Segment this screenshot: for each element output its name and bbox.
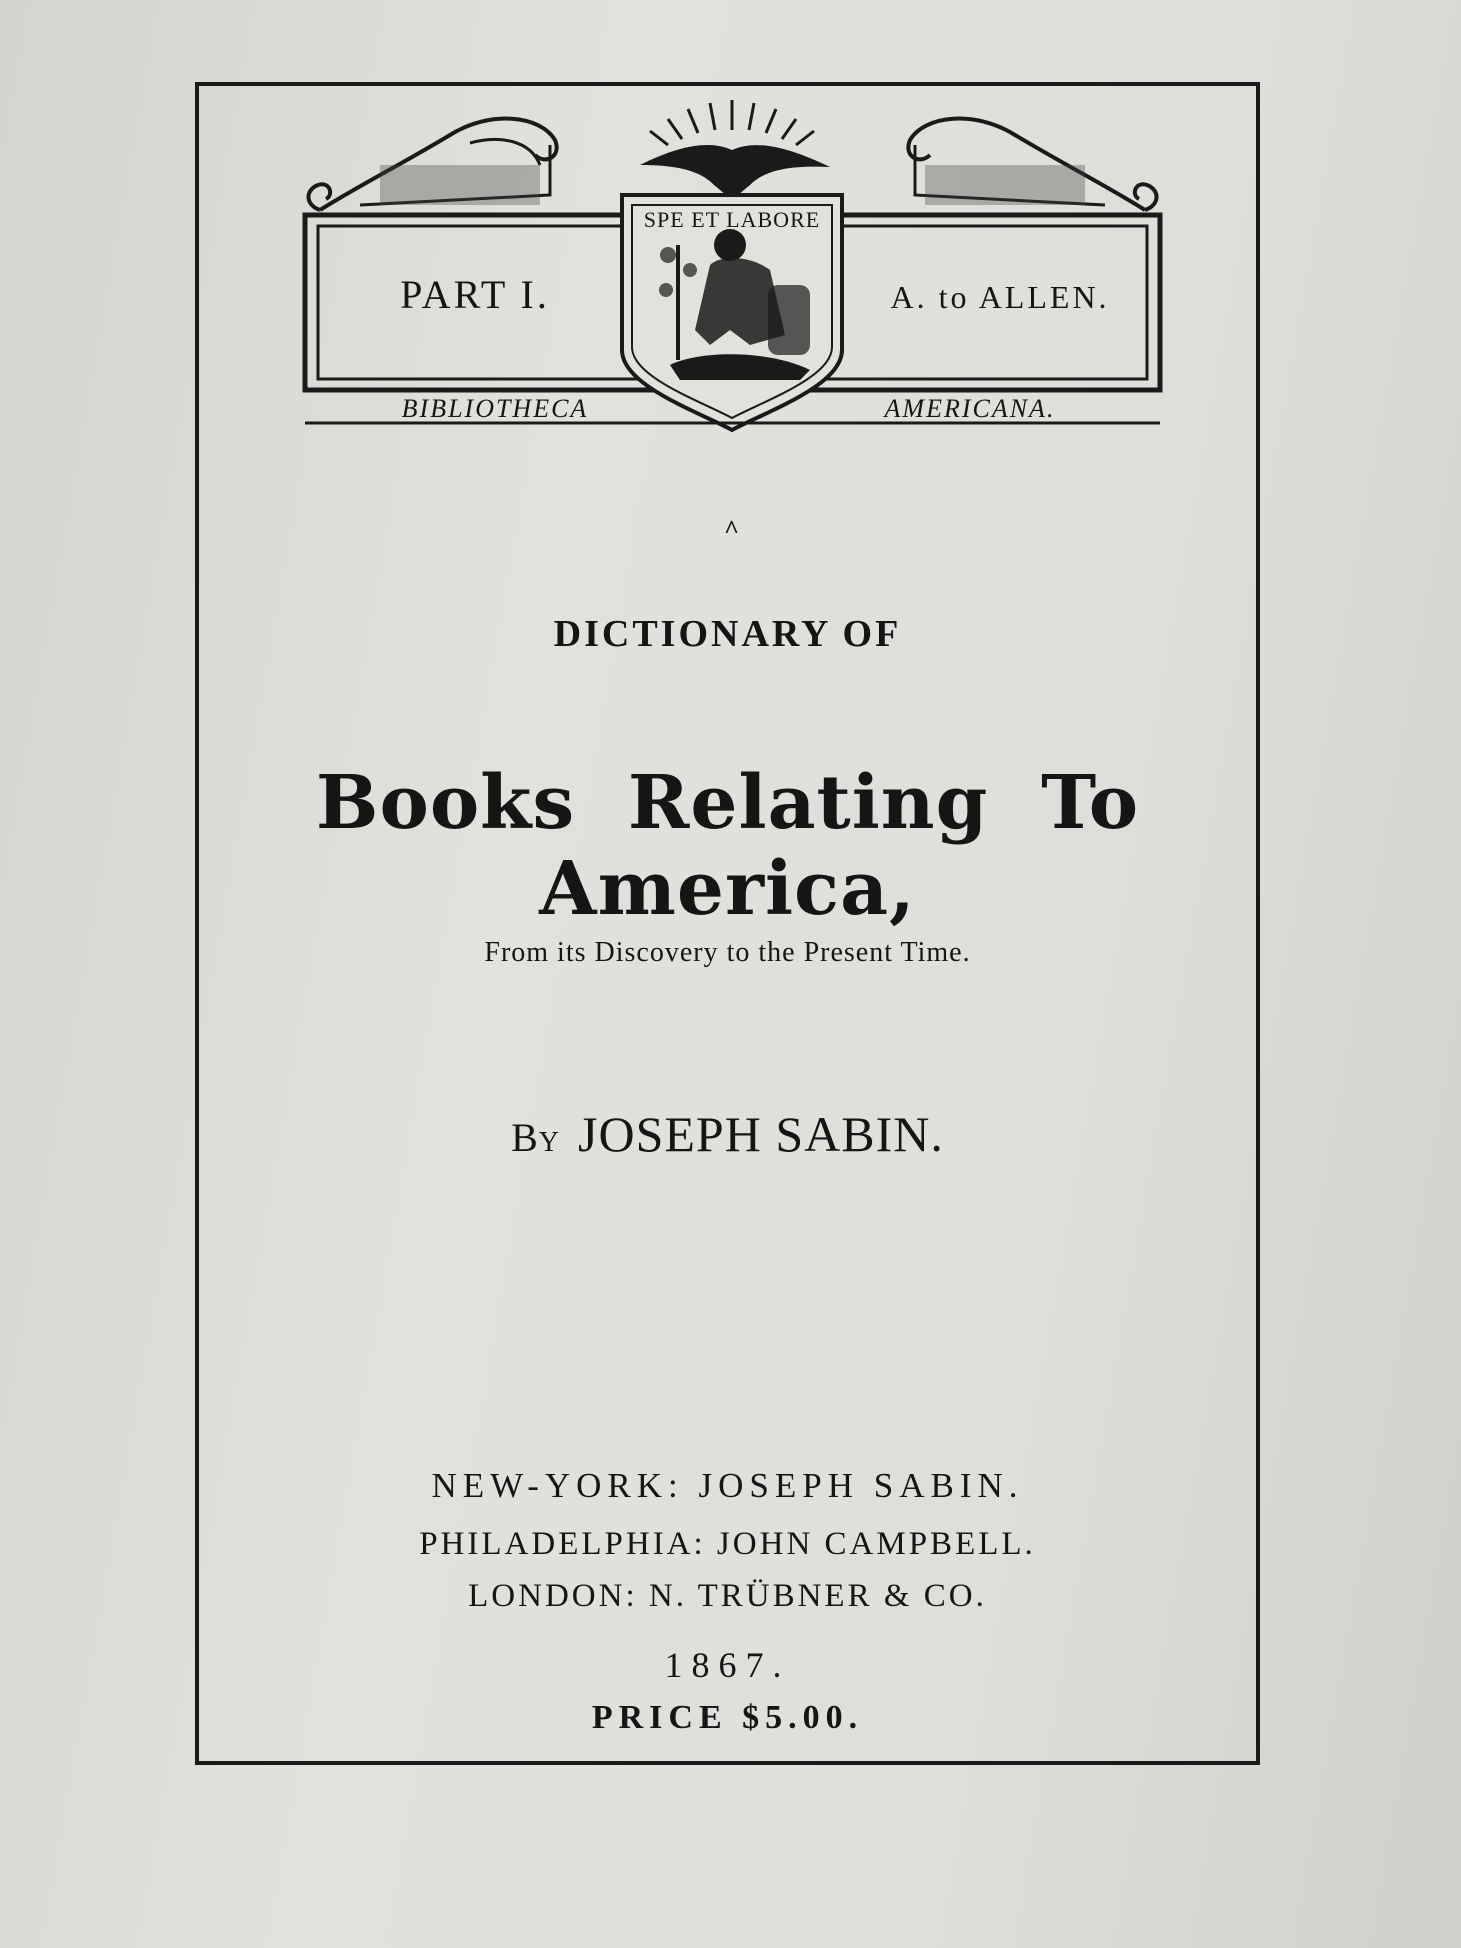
banner-left: BIBLIOTHECA xyxy=(401,394,589,423)
imprint-price: PRICE $5.00. xyxy=(591,1699,864,1736)
main-title: Books Relating To America, xyxy=(315,760,1140,932)
part-label: PART I. xyxy=(400,272,550,317)
left-ornament-hatch xyxy=(380,165,540,205)
imprint-new-york: NEW-YORK: JOSEPH SABIN. xyxy=(431,1466,1024,1505)
right-ornament-hatch xyxy=(925,165,1085,205)
header-ornament xyxy=(300,95,1165,440)
imprint-year: 1867. xyxy=(664,1645,791,1685)
imprint-philadelphia: PHILADELPHIA: JOHN CAMPBELL. xyxy=(419,1526,1036,1562)
author-line xyxy=(195,1105,1260,1163)
author-by: By xyxy=(511,1115,561,1160)
sun-rays xyxy=(650,100,814,145)
banner-right: AMERICANA. xyxy=(884,394,1056,423)
imprint-london: LONDON: N. TRÜBNER & CO. xyxy=(468,1578,987,1614)
subtitle: From its Discovery to the Present Time. xyxy=(484,937,971,968)
pre-title: DICTIONARY OF xyxy=(553,613,902,655)
range-label: A. to ALLEN. xyxy=(890,279,1110,315)
motto: SPE ET LABORE xyxy=(643,207,821,232)
caret-mark: ^ xyxy=(724,515,740,544)
author-name: JOSEPH SABIN. xyxy=(578,1106,944,1162)
eagle-icon xyxy=(640,145,830,200)
